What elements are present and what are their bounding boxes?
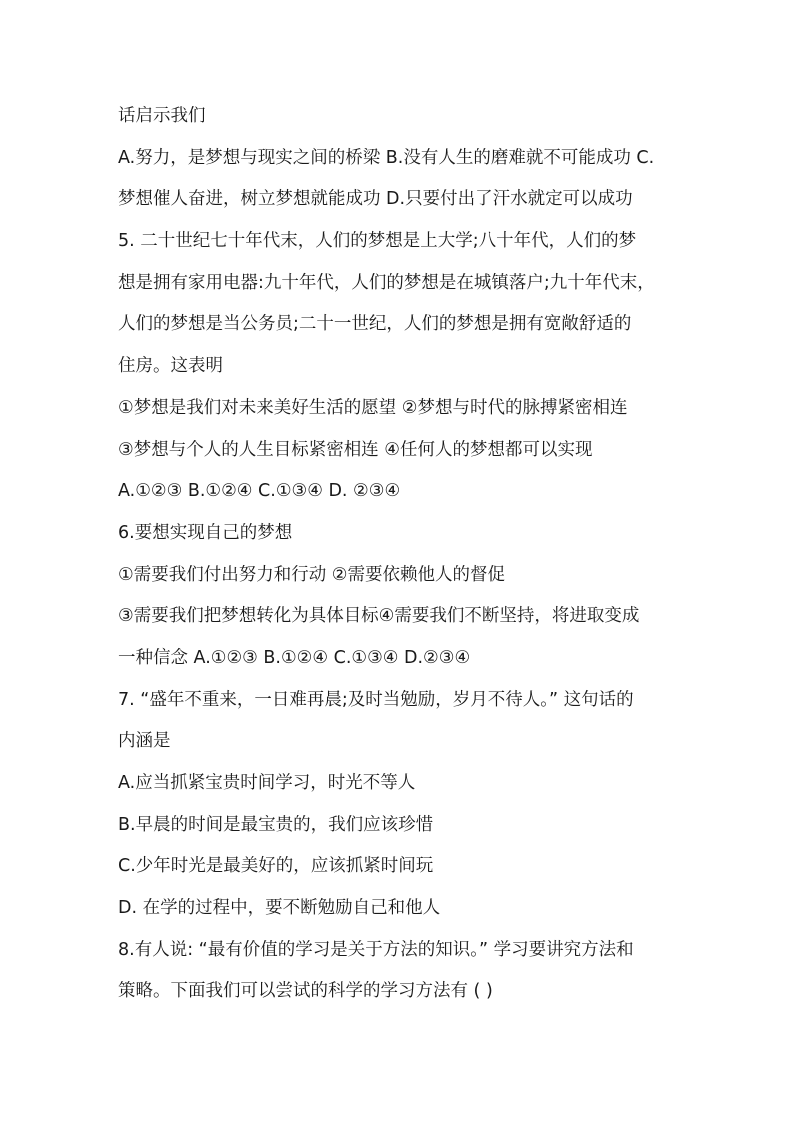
question-5-stem-line-1: 5. 二十世纪七十年代末，人们的梦想是上大学;八十年代，人们的梦: [118, 231, 637, 252]
document-body: [118, 96, 688, 1013]
question-7-option-a: A.应当抓紧宝贵时间学习，时光不等人: [118, 773, 416, 793]
question-8-stem-line-1: 8.有人说: “最有价值的学习是关于方法的知识。” 学习要讲究方法和: [118, 939, 634, 960]
question-8-stem-line-2: 策略。下面我们可以尝试的科学的学习方法有 ( ): [118, 981, 493, 1002]
question-7-option-c: C.少年时光是最美好的，应该抓紧时间玩: [118, 856, 434, 877]
question-6-statements-line-2: ③需要我们把梦想转化为具体目标④需要我们不断坚持，将进取变成: [118, 606, 640, 627]
question-6-stem: 6.要想实现自己的梦想: [118, 522, 293, 543]
question-7-stem-line-2: 内涵是: [118, 731, 171, 752]
question-7-option-d: D. 在学的过程中，要不断勉励自己和他人: [118, 898, 441, 919]
question-6-statements-line-1: ①需要我们付出努力和行动 ②需要依赖他人的督促: [118, 564, 505, 585]
question-5-stem-line-4: 住房。这表明: [118, 356, 223, 377]
question-5-options: A.①②③ B.①②④ C.①③④ D. ②③④: [118, 481, 401, 502]
question-7-option-b: B.早晨的时间是最宝贵的，我们应该珍惜: [118, 814, 434, 835]
question-5-stem-line-2: 想是拥有家用电器:九十年代，人们的梦想是在城镇落户;九十年代末，: [118, 272, 655, 293]
question-4-options-line-1: A.努力，是梦想与现实之间的桥梁 B.没有人生的磨难就不可能成功 C.: [118, 147, 655, 168]
question-4-options-line-2: 梦想催人奋进，树立梦想就能成功 D.只要付出了汗水就定可以成功: [118, 189, 633, 210]
question-5-stem-line-3: 人们的梦想是当公务员;二十一世纪，人们的梦想是拥有宽敞舒适的: [118, 314, 632, 335]
question-5-statements-line-1: ①梦想是我们对未来美好生活的愿望 ②梦想与时代的脉搏紧密相连: [118, 397, 628, 418]
question-7-stem-line-1: 7. “盛年不重来，一日难再晨;及时当勉励，岁月不待人。” 这句话的: [118, 689, 634, 710]
question-6-options: 一种信念 A.①②③ B.①②④ C.①③④ D.②③④: [118, 647, 471, 668]
text-line: 话启示我们: [118, 106, 206, 126]
question-5-statements-line-2: ③梦想与个人的人生目标紧密相连 ④任何人的梦想都可以实现: [118, 439, 593, 460]
